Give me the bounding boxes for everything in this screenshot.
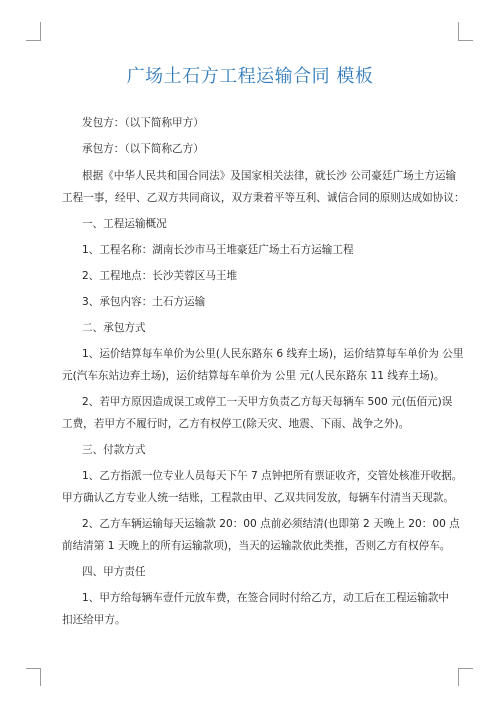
clause-line: 前结清第 1 天晚上的所有运输款项)，当天的运输款依此类推，否则乙方有权停车。 bbox=[62, 540, 451, 552]
clause-line: 1、乙方指派一位专业人员每天下午 7 点钟把所有票证收齐，交管处核准开收据。 bbox=[82, 470, 463, 482]
clause-line: 1、工程名称：湖南长沙市马王堆豪廷广场土石方运输工程 bbox=[82, 244, 354, 256]
clause-line: 2、若甲方原因造成误工或停工一天甲方负责乙方每天每辆车 500 元(伍佰元)误 bbox=[82, 396, 453, 408]
document-title: 广场土石方工程运输合同 模板 bbox=[126, 66, 374, 87]
section-heading: 二、承包方式 bbox=[82, 322, 146, 334]
clause-line: 2、乙方车辆运输每天运输款 20：00 点前必须结清(也即第 2 天晚上 20：00 点 bbox=[82, 518, 460, 530]
section-heading: 四、甲方责任 bbox=[82, 566, 146, 578]
clause-line: 1、甲方给每辆车壹仟元放车费，在签合同时付给乙方，动工后在工程运输款中 bbox=[82, 592, 449, 604]
party-b-line: 承包方：（以下简称乙方） bbox=[82, 143, 204, 155]
clause-line: 甲方确认乙方专业人统一结账，工程款由甲、乙双共同发放，每辆车付清当天现款。 bbox=[62, 492, 454, 504]
crop-mark-bottom-left bbox=[26, 668, 41, 669]
crop-mark-top-left bbox=[40, 22, 41, 40]
clause-line: 元(汽车东站边弃土场)，运价结算每车单价为 公里 元(人民东路东 11 线弃土场)。 bbox=[62, 370, 445, 382]
clause-line: 2、工程地点：长沙芙蓉区马王堆 bbox=[82, 270, 238, 282]
crop-mark-bottom-right bbox=[458, 668, 473, 669]
crop-mark-top-right bbox=[458, 40, 473, 41]
preamble-line: 根据《中华人民共和国合同法》及国家相关法律，就长沙 公司豪廷广场土方运输 bbox=[82, 170, 457, 182]
preamble-line: 工程一事，经甲、乙双方共同商议，双方秉着平等互利、诚信合同的原则达成如协议： bbox=[62, 192, 465, 204]
crop-mark-top-right bbox=[458, 22, 459, 40]
crop-mark-top-left bbox=[26, 40, 41, 41]
party-a-line: 发包方：（以下简称甲方） bbox=[82, 117, 204, 129]
clause-line: 1、运价结算每车单价为公里(人民东路东 6 线弃土场)，运价结算每车单价为 公里 bbox=[82, 348, 464, 360]
crop-mark-bottom-left bbox=[40, 668, 41, 686]
section-heading: 一、工程运输概况 bbox=[82, 218, 167, 230]
clause-line: 工费，若甲方不履行时，乙方有权停工(除天灾、地震、下雨、战争之外)。 bbox=[62, 418, 410, 430]
section-heading: 三、付款方式 bbox=[82, 444, 146, 456]
crop-mark-bottom-right bbox=[458, 668, 459, 686]
clause-line: 3、承包内容：土石方运输 bbox=[82, 296, 206, 308]
clause-line: 扣还给甲方。 bbox=[62, 614, 126, 626]
